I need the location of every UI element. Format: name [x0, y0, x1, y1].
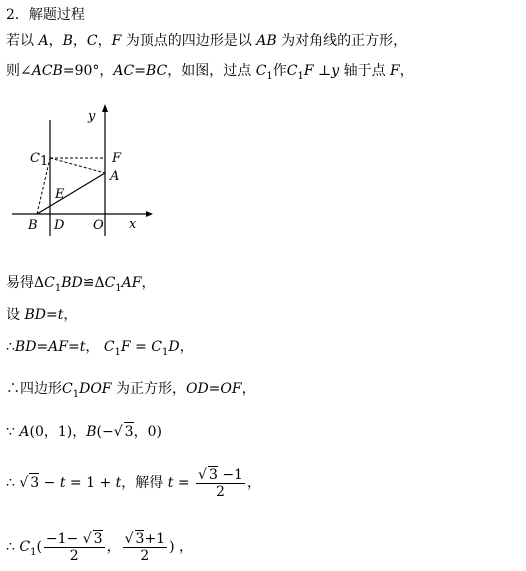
c1-x-fraction: $\frac{-1- √ 3}{2}$ — [45, 531, 103, 564]
c1-coordinates-line: ∴ $C_1$( $\frac{-1- √ 3}{2}$ ， $\frac{√ 3+1}{2}$ ) ， — [6, 531, 193, 564]
solution-heading: 2．解题过程 — [6, 7, 85, 23]
label-d: D — [54, 218, 65, 233]
equal-lengths-line: ∴BD=AF=t， $C_1F = C_1D$， — [6, 339, 194, 358]
square-line: ∴四边形$C_1DOF$ 为正方形，OD=OF， — [6, 381, 256, 400]
label-o: O — [93, 218, 104, 233]
congruence-line: 易得$\Delta C_1BD≌\Delta C_1AF$， — [6, 275, 156, 294]
y-axis-arrow — [102, 104, 108, 112]
statement-line-2: 则∠ACB=90°，AC=BC，如图，过点 $C_1$作$C_1F$ ⊥y 轴于点 F， — [6, 63, 414, 82]
x-axis-arrow — [146, 211, 153, 217]
geometry-diagram — [8, 100, 158, 240]
solve-t-line: ∴ √ 3 − t = 1 + t，解得 t = $\frac{√ 3 -1}{2}$ ， — [6, 467, 261, 500]
label-y: y — [88, 109, 96, 124]
label-x: x — [129, 217, 137, 232]
label-f: F — [112, 151, 122, 166]
let-line: 设 BD=t， — [6, 307, 78, 323]
segment-c1-a — [50, 158, 105, 173]
label-a: A — [110, 169, 120, 184]
coordinates-line: ∵ A(0，1)，B(−√ 3，0) — [6, 424, 162, 440]
segment-b-a — [37, 173, 105, 214]
label-c1: C — [30, 151, 40, 166]
c1-y-fraction: $\frac{√ 3+1}{2}$ — [124, 531, 166, 564]
label-e: E — [55, 187, 65, 202]
label-c1-sub: 1 — [40, 154, 49, 169]
label-b: B — [28, 218, 38, 233]
statement-line-1: 若以 A，B，C，F 为顶点的四边形是以 AB 为对角线的正方形， — [6, 33, 408, 49]
t-fraction: $\frac{√ 3 -1}{2}$ — [198, 467, 243, 500]
